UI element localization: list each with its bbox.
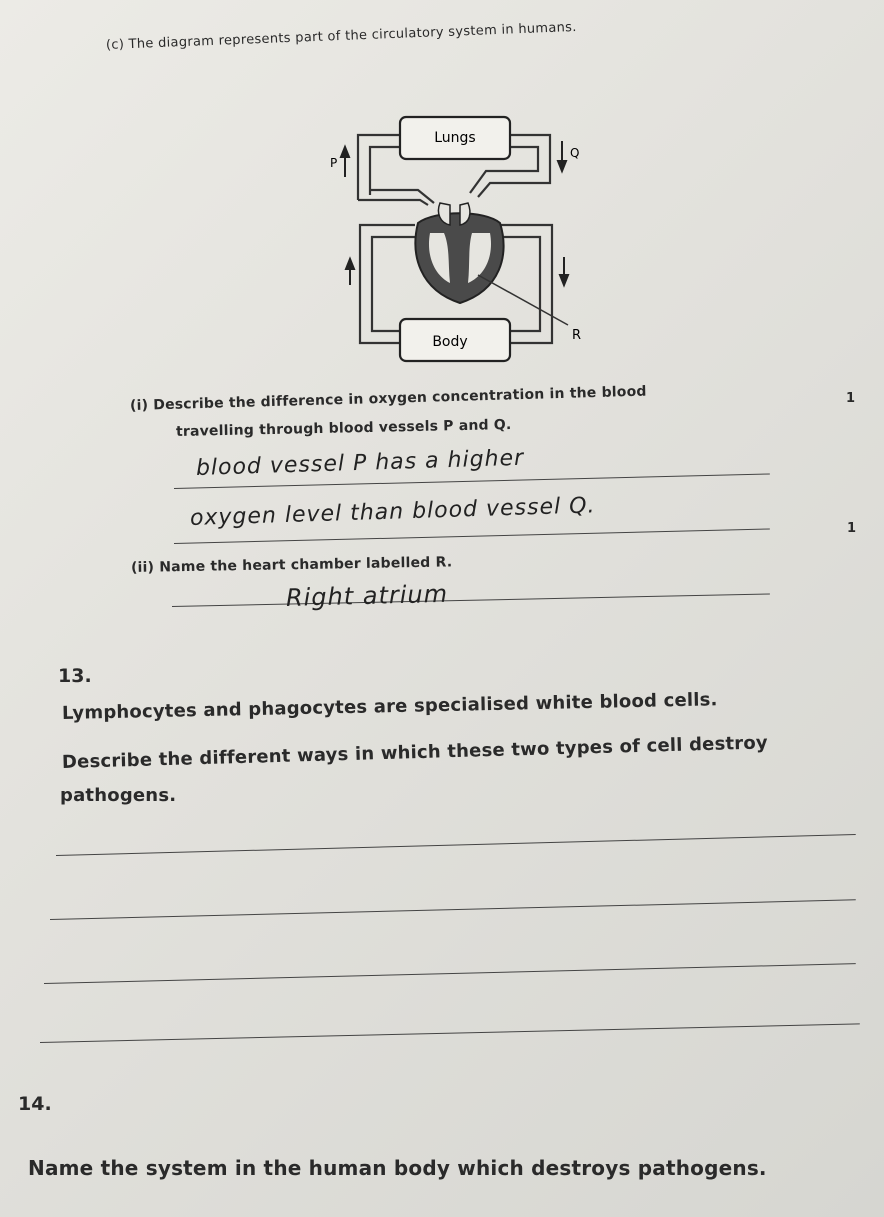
- part-i-text-line2: travelling through blood vessels P and Q.: [175, 416, 512, 440]
- answer-ii: Right atrium: [285, 579, 449, 612]
- question-13-line1: Lymphocytes and phagocytes are specialised white blood cells.: [61, 689, 718, 724]
- answer-i-line2: oxygen level than blood vessel Q.: [189, 493, 596, 531]
- answer-line-13-2[interactable]: [50, 899, 856, 920]
- part-i-number: (i): [129, 397, 149, 414]
- heart: [415, 203, 503, 303]
- answer-line-13-3[interactable]: [44, 963, 856, 984]
- answer-line-13-1[interactable]: [56, 834, 856, 856]
- answer-line-i-2[interactable]: [174, 528, 770, 544]
- question-13-line3: pathogens.: [60, 785, 177, 806]
- body-label: Body: [432, 334, 468, 350]
- label-q: Q: [570, 146, 580, 160]
- circulatory-diagram: [300, 105, 620, 375]
- question-14-text: Name the system in the human body which destroys pathogens.: [28, 1156, 767, 1180]
- part-i-question: Describe the difference in oxygen concentration in the blood: [153, 383, 647, 414]
- question-14-number: 14.: [18, 1093, 52, 1115]
- lungs-label: Lungs: [434, 130, 476, 146]
- label-r: R: [572, 328, 582, 343]
- answer-line-13-4[interactable]: [40, 1023, 860, 1043]
- answer-i-line1: blood vessel P has a higher: [195, 445, 525, 481]
- part-i-marks: 1: [846, 391, 856, 406]
- question-13-line2: Describe the different ways in which these two types of cell destroy: [61, 732, 769, 773]
- part-ii-marks: 1: [847, 521, 857, 536]
- part-ii-text: [131, 554, 453, 576]
- question-c-intro: (c) The diagram represents part of the circulatory system in humans.: [105, 19, 577, 53]
- answer-line-ii[interactable]: [172, 593, 770, 607]
- part-i-text-line1: [130, 384, 647, 414]
- pointer-line-r: [478, 275, 568, 325]
- question-13-number: 13.: [58, 665, 92, 687]
- label-p: P: [330, 156, 338, 170]
- part-ii-number: (ii): [130, 559, 155, 576]
- part-ii-question: Name the heart chamber labelled R.: [159, 554, 453, 576]
